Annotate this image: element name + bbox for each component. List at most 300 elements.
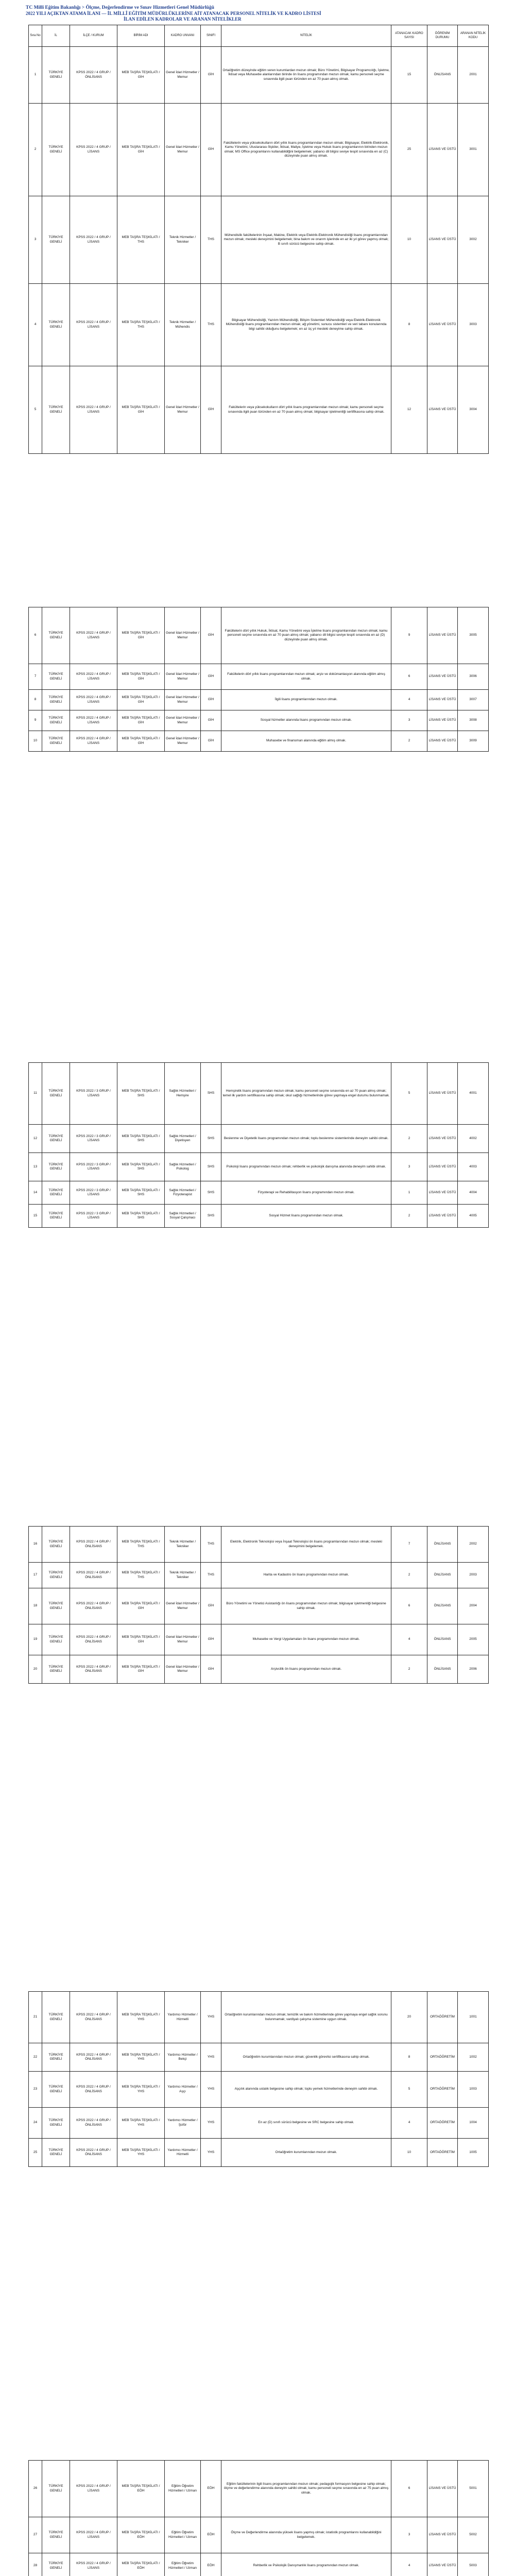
cell-sinif: SHS	[201, 1205, 221, 1228]
cell-birim: MEB TAŞRA TEŞKİLATI / THS	[117, 196, 165, 284]
cell-ogrenim: LİSANS VE ÜSTÜ	[427, 1153, 458, 1181]
cell-birim: MEB TAŞRA TEŞKİLATI / THS	[117, 1563, 165, 1588]
table-row	[29, 1655, 489, 1684]
cell-ilce: KPSS 2022 / 4 GRUP / ÖNLİSANS	[70, 2043, 117, 2072]
cell-no: 24	[29, 2108, 42, 2139]
cell-sinif: YHS	[201, 2043, 221, 2072]
cell-no: 18	[29, 1588, 42, 1624]
cell-ogrenim: ORTAÖĞRETİM	[427, 2072, 458, 2108]
table-row	[29, 366, 489, 454]
cell-ilce: KPSS 2022 / 4 GRUP / ÖNLİSANS	[70, 1624, 117, 1655]
listing-table	[28, 1526, 489, 1684]
cell-ogrenim: LİSANS VE ÜSTÜ	[427, 2553, 458, 2576]
cell-sinif: SHS	[201, 1181, 221, 1205]
cell-unvan: Yardımcı Hizmetler / Hizmetli	[165, 1992, 201, 2043]
cell-il: TÜRKİYE GENELİ	[42, 607, 70, 664]
table-row	[29, 284, 489, 366]
table-row	[29, 104, 489, 196]
cell-unvan: Eğitim Öğretim Hizmetleri / Uzman	[165, 2517, 201, 2553]
cell-kadro: 2	[391, 1655, 427, 1684]
cell-nitelik: Eğitim fakültelerinin ilgili lisans programlarından mezun olmak; pedagojik formasyon belgesine sahip olmak; ölçme ve değerlendirme alanında deneyim sahibi olmak; kamu personeli seçme sınavında en az 75 puan almış olmak.	[221, 2461, 391, 2517]
cell-unvan: Yardımcı Hizmetler / Şoför	[165, 2108, 201, 2139]
cell-unvan: Teknik Hizmetler / Mühendis	[165, 284, 201, 366]
cell-nitelik: Muhasebe ve finansman alanında eğitim almış olmak.	[221, 731, 391, 752]
cell-ogrenim: ÖNLİSANS	[427, 1588, 458, 1624]
cell-kadro: 20	[391, 1992, 427, 2043]
cell-birim: MEB TAŞRA TEŞKİLATI / THS	[117, 284, 165, 366]
cell-ilce: KPSS 2022 / 4 GRUP / LİSANS	[70, 284, 117, 366]
cell-sinif: THS	[201, 284, 221, 366]
cell-birim: MEB TAŞRA TEŞKİLATI / SHS	[117, 1181, 165, 1205]
cell-ilce: KPSS 2022 / 4 GRUP / LİSANS	[70, 690, 117, 710]
cell-il: TÜRKİYE GENELİ	[42, 2043, 70, 2072]
table-row	[29, 1588, 489, 1624]
cell-ogrenim: ÖNLİSANS	[427, 47, 458, 104]
cell-nitelik: Muhasebe ve Vergi Uygulamaları ön lisans programından mezun olmak.	[221, 1624, 391, 1655]
cell-kod: 2006	[458, 1655, 489, 1684]
cell-birim: MEB TAŞRA TEŞKİLATI / YHS	[117, 2139, 165, 2167]
cell-no: 28	[29, 2553, 42, 2576]
cell-birim: MEB TAŞRA TEŞKİLATI / GİH	[117, 731, 165, 752]
table-row	[29, 1527, 489, 1563]
table-row	[29, 607, 489, 664]
cell-ogrenim: LİSANS VE ÜSTÜ	[427, 1125, 458, 1153]
cell-unvan: Sağlık Hizmetleri / Hemşire	[165, 1063, 201, 1125]
cell-sinif: GİH	[201, 690, 221, 710]
cell-no: 4	[29, 284, 42, 366]
cell-ilce: KPSS 2022 / 4 GRUP / LİSANS	[70, 196, 117, 284]
cell-ogrenim: ORTAÖĞRETİM	[427, 1992, 458, 2043]
cell-kadro: 8	[391, 2043, 427, 2072]
cell-ilce: KPSS 2022 / 3 GRUP / LİSANS	[70, 1125, 117, 1153]
cell-ilce: KPSS 2022 / 4 GRUP / ÖNLİSANS	[70, 2139, 117, 2167]
cell-ogrenim: LİSANS VE ÜSTÜ	[427, 284, 458, 366]
column-header: ATANACAK KADRO SAYISI	[391, 25, 427, 47]
cell-unvan: Sağlık Hizmetleri / Diyetisyen	[165, 1125, 201, 1153]
cell-sinif: THS	[201, 1527, 221, 1563]
cell-il: TÜRKİYE GENELİ	[42, 1125, 70, 1153]
column-header: ARANAN NİTELİK KODU	[458, 25, 489, 47]
cell-sinif: EÖH	[201, 2461, 221, 2517]
cell-nitelik: Fakültelerin veya yüksekokulların dört yıllık lisans programlarından mezun olmak; kamu personeli seçme sınavında ilgili puan türünden en az 70 puan almış olmak; bilgisayar işletmenliği sertifikasına sahip olmak.	[221, 366, 391, 454]
cell-nitelik: Fakültelerin veya yüksekokulların dört yıllık lisans programlarından mezun olmak; Bilgisayar, Elektrik-Elektronik, Kamu Yönetimi, Uluslararası İlişkiler, İktisat, Maliye, İşletme veya Hukuk lisans programlarının birinden mezun olmak; MS Office programlarını kullanabildiğini belgelemek; yabancı dil bilgisi seviye tespit sınavında en az (C) düzeyinde puan almış olmak.	[221, 104, 391, 196]
cell-kod: 4005	[458, 1205, 489, 1228]
cell-birim: MEB TAŞRA TEŞKİLATI / GİH	[117, 664, 165, 690]
table-row	[29, 2108, 489, 2139]
cell-ogrenim: LİSANS VE ÜSTÜ	[427, 607, 458, 664]
cell-nitelik: Sosyal hizmetler alanında lisans programından mezun olmak.	[221, 710, 391, 731]
listing-table	[28, 25, 489, 454]
cell-unvan: Genel İdari Hizmetler / Memur	[165, 1624, 201, 1655]
cell-kadro: 3	[391, 2517, 427, 2553]
cell-kod: 3007	[458, 690, 489, 710]
cell-sinif: GİH	[201, 664, 221, 690]
cell-birim: MEB TAŞRA TEŞKİLATI / GİH	[117, 1655, 165, 1684]
cell-kadro: 2	[391, 1205, 427, 1228]
cell-il: TÜRKİYE GENELİ	[42, 690, 70, 710]
cell-nitelik: Harita ve Kadastro ön lisans programından mezun olmak.	[221, 1563, 391, 1588]
cell-kod: 2004	[458, 1588, 489, 1624]
cell-no: 2	[29, 104, 42, 196]
cell-nitelik: Ortaöğretim kurumlarından mezun olmak.	[221, 2139, 391, 2167]
cell-unvan: Yardımcı Hizmetler / Hizmetli	[165, 2139, 201, 2167]
cell-no: 3	[29, 196, 42, 284]
cell-no: 17	[29, 1563, 42, 1588]
cell-kadro: 2	[391, 1125, 427, 1153]
cell-il: TÜRKİYE GENELİ	[42, 1153, 70, 1181]
cell-unvan: Genel İdari Hizmetler / Memur	[165, 690, 201, 710]
table-header-row	[29, 25, 489, 47]
cell-birim: MEB TAŞRA TEŞKİLATI / GİH	[117, 1588, 165, 1624]
cell-kod: 2003	[458, 1563, 489, 1588]
cell-il: TÜRKİYE GENELİ	[42, 2517, 70, 2553]
cell-ogrenim: LİSANS VE ÜSTÜ	[427, 690, 458, 710]
cell-unvan: Genel İdari Hizmetler / Memur	[165, 1655, 201, 1684]
table-row	[29, 2043, 489, 2072]
cell-kod: 4002	[458, 1125, 489, 1153]
cell-ogrenim: LİSANS VE ÜSTÜ	[427, 2517, 458, 2553]
cell-sinif: GİH	[201, 104, 221, 196]
cell-no: 9	[29, 710, 42, 731]
cell-unvan: Genel İdari Hizmetler / Memur	[165, 366, 201, 454]
cell-unvan: Sağlık Hizmetleri / Psikolog	[165, 1153, 201, 1181]
cell-sinif: GİH	[201, 731, 221, 752]
cell-ogrenim: ORTAÖĞRETİM	[427, 2108, 458, 2139]
cell-kadro: 7	[391, 1527, 427, 1563]
cell-ilce: KPSS 2022 / 4 GRUP / ÖNLİSANS	[70, 2072, 117, 2108]
cell-no: 13	[29, 1153, 42, 1181]
table-row	[29, 2139, 489, 2167]
cell-no: 7	[29, 664, 42, 690]
cell-il: TÜRKİYE GENELİ	[42, 1527, 70, 1563]
cell-kadro: 5	[391, 2072, 427, 2108]
cell-kod: 2002	[458, 1527, 489, 1563]
cell-sinif: GİH	[201, 47, 221, 104]
cell-ilce: KPSS 2022 / 4 GRUP / LİSANS	[70, 104, 117, 196]
cell-sinif: GİH	[201, 366, 221, 454]
cell-kadro: 12	[391, 366, 427, 454]
cell-ogrenim: LİSANS VE ÜSTÜ	[427, 1063, 458, 1125]
column-header: BİRİM ADI	[117, 25, 165, 47]
cell-no: 11	[29, 1063, 42, 1125]
cell-no: 8	[29, 690, 42, 710]
cell-kod: 5003	[458, 2553, 489, 2576]
cell-kadro: 5	[391, 1063, 427, 1125]
cell-nitelik: Elektrik, Elektronik Teknolojisi veya İnşaat Teknolojisi ön lisans programlarından mezun olmak; mesleki deneyimini belgelemek.	[221, 1527, 391, 1563]
cell-no: 22	[29, 2043, 42, 2072]
cell-sinif: EÖH	[201, 2553, 221, 2576]
table-row	[29, 690, 489, 710]
cell-nitelik: Mühendislik fakültelerinin İnşaat, Makine, Elektrik veya Elektrik-Elektronik Mühendisliği lisans programlarından mezun olmak; mesleki deneyimini belgelemek; bina bakım ve onarım işlerinde en az iki yıl görev yapmış olmak; B sınıfı sürücü belgesine sahip olmak.	[221, 196, 391, 284]
cell-kod: 3006	[458, 664, 489, 690]
cell-nitelik: Fakültelerin dört yıllık Hukuk, İktisat, Kamu Yönetimi veya İşletme lisans programlarından mezun olmak; kamu personeli seçme sınavında en az 70 puan almış olmak; yabancı dil bilgisi seviye tespit sınavında en az (D) düzeyinde puan almış olmak.	[221, 607, 391, 664]
cell-kod: 5002	[458, 2517, 489, 2553]
cell-ogrenim: LİSANS VE ÜSTÜ	[427, 196, 458, 284]
cell-birim: MEB TAŞRA TEŞKİLATI / GİH	[117, 47, 165, 104]
cell-kadro: 3	[391, 710, 427, 731]
cell-kadro: 1	[391, 1181, 427, 1205]
cell-birim: MEB TAŞRA TEŞKİLATI / YHS	[117, 2072, 165, 2108]
cell-ogrenim: LİSANS VE ÜSTÜ	[427, 1181, 458, 1205]
table-row	[29, 1992, 489, 2043]
cell-kadro: 8	[391, 284, 427, 366]
cell-ilce: KPSS 2022 / 4 GRUP / ÖNLİSANS	[70, 1588, 117, 1624]
cell-birim: MEB TAŞRA TEŞKİLATI / SHS	[117, 1205, 165, 1228]
cell-unvan: Genel İdari Hizmetler / Memur	[165, 104, 201, 196]
header-line-1: TC Millî Eğitim Bakanlığı > Ölçme, Değerlendirme ve Sınav Hizmetleri Genel Müdürlüğü	[26, 5, 214, 10]
cell-kod: 2001	[458, 47, 489, 104]
cell-il: TÜRKİYE GENELİ	[42, 2139, 70, 2167]
cell-kadro: 9	[391, 607, 427, 664]
cell-il: TÜRKİYE GENELİ	[42, 284, 70, 366]
cell-birim: MEB TAŞRA TEŞKİLATI / GİH	[117, 366, 165, 454]
cell-unvan: Genel İdari Hizmetler / Memur	[165, 607, 201, 664]
cell-ogrenim: ÖNLİSANS	[427, 1655, 458, 1684]
cell-birim: MEB TAŞRA TEŞKİLATI / SHS	[117, 1063, 165, 1125]
cell-nitelik: Ortaöğretim kurumlarından mezun olmak; temizlik ve bakım hizmetlerinde görev yapmaya engel sağlık sorunu bulunmamak; vardiyalı çalışma sistemine uygun olmak.	[221, 1992, 391, 2043]
cell-il: TÜRKİYE GENELİ	[42, 710, 70, 731]
cell-kadro: 2	[391, 731, 427, 752]
cell-ogrenim: LİSANS VE ÜSTÜ	[427, 1205, 458, 1228]
cell-nitelik: Sosyal Hizmet lisans programından mezun olmak.	[221, 1205, 391, 1228]
cell-sinif: GİH	[201, 1588, 221, 1624]
cell-ogrenim: ORTAÖĞRETİM	[427, 2139, 458, 2167]
cell-unvan: Teknik Hizmetler / Tekniker	[165, 1563, 201, 1588]
cell-no: 21	[29, 1992, 42, 2043]
cell-ilce: KPSS 2022 / 4 GRUP / ÖNLİSANS	[70, 1563, 117, 1588]
cell-ilce: KPSS 2022 / 4 GRUP / LİSANS	[70, 664, 117, 690]
column-header: SINIFI	[201, 25, 221, 47]
cell-kod: 1003	[458, 2072, 489, 2108]
cell-ogrenim: LİSANS VE ÜSTÜ	[427, 2461, 458, 2517]
cell-sinif: SHS	[201, 1125, 221, 1153]
cell-kod: 4003	[458, 1153, 489, 1181]
cell-nitelik: Beslenme ve Diyetetik lisans programından mezun olmak; toplu beslenme sistemlerinde deneyim sahibi olmak.	[221, 1125, 391, 1153]
cell-il: TÜRKİYE GENELİ	[42, 104, 70, 196]
cell-kadro: 4	[391, 1624, 427, 1655]
cell-ilce: KPSS 2022 / 4 GRUP / LİSANS	[70, 731, 117, 752]
cell-unvan: Teknik Hizmetler / Tekniker	[165, 196, 201, 284]
cell-kadro: 4	[391, 690, 427, 710]
cell-birim: MEB TAŞRA TEŞKİLATI / EÖH	[117, 2553, 165, 2576]
cell-ilce: KPSS 2022 / 4 GRUP / LİSANS	[70, 710, 117, 731]
cell-no: 1	[29, 47, 42, 104]
cell-ilce: KPSS 2022 / 4 GRUP / LİSANS	[70, 2461, 117, 2517]
cell-nitelik: Hemşirelik lisans programından mezun olmak; kamu personeli seçme sınavında en az 70 puan almış olmak; temel ilk yardım sertifikasına sahip olmak; okul sağlığı hizmetlerinde görev yapmaya engel durumu bulunmamak.	[221, 1063, 391, 1125]
cell-ogrenim: LİSANS VE ÜSTÜ	[427, 664, 458, 690]
cell-sinif: THS	[201, 1563, 221, 1588]
cell-ilce: KPSS 2022 / 4 GRUP / LİSANS	[70, 2517, 117, 2553]
cell-il: TÜRKİYE GENELİ	[42, 47, 70, 104]
cell-kadro: 2	[391, 1563, 427, 1588]
cell-kadro: 10	[391, 2139, 427, 2167]
cell-nitelik: İlgili lisans programlarından mezun olmak.	[221, 690, 391, 710]
cell-birim: MEB TAŞRA TEŞKİLATI / GİH	[117, 710, 165, 731]
cell-ogrenim: ÖNLİSANS	[427, 1563, 458, 1588]
cell-ilce: KPSS 2022 / 3 GRUP / LİSANS	[70, 1063, 117, 1125]
cell-kod: 3001	[458, 104, 489, 196]
cell-il: TÜRKİYE GENELİ	[42, 196, 70, 284]
cell-ilce: KPSS 2022 / 4 GRUP / LİSANS	[70, 2553, 117, 2576]
cell-nitelik: Fakültelerin dört yıllık lisans programlarından mezun olmak; arşiv ve dokümantasyon alanında eğitim almış olmak.	[221, 664, 391, 690]
cell-ogrenim: LİSANS VE ÜSTÜ	[427, 104, 458, 196]
cell-kadro: 10	[391, 196, 427, 284]
cell-kod: 2005	[458, 1624, 489, 1655]
document-header	[26, 5, 489, 22]
cell-ilce: KPSS 2022 / 3 GRUP / LİSANS	[70, 1181, 117, 1205]
listing-table	[28, 1991, 489, 2167]
cell-il: TÜRKİYE GENELİ	[42, 366, 70, 454]
cell-il: TÜRKİYE GENELİ	[42, 1655, 70, 1684]
cell-il: TÜRKİYE GENELİ	[42, 1063, 70, 1125]
table-row	[29, 731, 489, 752]
table-row	[29, 1153, 489, 1181]
cell-ilce: KPSS 2022 / 3 GRUP / LİSANS	[70, 1205, 117, 1228]
cell-sinif: GİH	[201, 1655, 221, 1684]
cell-ilce: KPSS 2022 / 4 GRUP / LİSANS	[70, 607, 117, 664]
cell-no: 10	[29, 731, 42, 752]
cell-sinif: THS	[201, 196, 221, 284]
cell-nitelik: Psikoloji lisans programından mezun olmak; rehberlik ve psikolojik danışma alanında deneyim sahibi olmak.	[221, 1153, 391, 1181]
cell-il: TÜRKİYE GENELİ	[42, 1205, 70, 1228]
cell-il: TÜRKİYE GENELİ	[42, 2108, 70, 2139]
cell-kod: 3004	[458, 366, 489, 454]
cell-unvan: Sağlık Hizmetleri / Fizyoterapist	[165, 1181, 201, 1205]
cell-kod: 1005	[458, 2139, 489, 2167]
table-row	[29, 1181, 489, 1205]
cell-birim: MEB TAŞRA TEŞKİLATI / SHS	[117, 1153, 165, 1181]
cell-birim: MEB TAŞRA TEŞKİLATI / GİH	[117, 1624, 165, 1655]
cell-nitelik: Ortaöğretim düzeyinde eğitim veren kurumlardan mezun olmak; Büro Yönetimi, Bilgisayar Programcılığı, İşletme, İktisat veya Muhasebe alanlarından birinde ön lisans programından mezun olmak; kamu personeli seçme sınavında ilgili puan türünden en az 70 puan almış olmak.	[221, 47, 391, 104]
cell-ilce: KPSS 2022 / 4 GRUP / LİSANS	[70, 366, 117, 454]
table-row	[29, 2553, 489, 2576]
cell-kod: 3003	[458, 284, 489, 366]
cell-kadro: 6	[391, 1588, 427, 1624]
table-row	[29, 2517, 489, 2553]
cell-sinif: SHS	[201, 1153, 221, 1181]
cell-unvan: Eğitim Öğretim Hizmetleri / Uzman	[165, 2553, 201, 2576]
cell-sinif: GİH	[201, 1624, 221, 1655]
cell-nitelik: Rehberlik ve Psikolojik Danışmanlık lisans programından mezun olmak.	[221, 2553, 391, 2576]
header-line-3: İLAN EDİLEN KADROLAR VE ARANAN NİTELİKLER	[124, 16, 242, 22]
cell-nitelik: Arşivcilik ön lisans programından mezun olmak.	[221, 1655, 391, 1684]
cell-ilce: KPSS 2022 / 4 GRUP / ÖNLİSANS	[70, 2108, 117, 2139]
cell-birim: MEB TAŞRA TEŞKİLATI / EÖH	[117, 2517, 165, 2553]
table-row	[29, 2072, 489, 2108]
cell-il: TÜRKİYE GENELİ	[42, 664, 70, 690]
cell-unvan: Yardımcı Hizmetler / Aşçı	[165, 2072, 201, 2108]
cell-nitelik: En az (D) sınıfı sürücü belgesine ve SRC belgesine sahip olmak.	[221, 2108, 391, 2139]
column-header: Sıra No	[29, 25, 42, 47]
cell-ilce: KPSS 2022 / 3 GRUP / LİSANS	[70, 1153, 117, 1181]
cell-sinif: SHS	[201, 1063, 221, 1125]
cell-no: 15	[29, 1205, 42, 1228]
cell-ogrenim: LİSANS VE ÜSTÜ	[427, 731, 458, 752]
column-header: İLÇE / KURUM	[70, 25, 117, 47]
cell-no: 12	[29, 1125, 42, 1153]
cell-unvan: Teknik Hizmetler / Tekniker	[165, 1527, 201, 1563]
cell-il: TÜRKİYE GENELİ	[42, 2553, 70, 2576]
cell-no: 6	[29, 607, 42, 664]
cell-unvan: Eğitim Öğretim Hizmetleri / Uzman	[165, 2461, 201, 2517]
cell-birim: MEB TAŞRA TEŞKİLATI / GİH	[117, 690, 165, 710]
cell-kadro: 25	[391, 104, 427, 196]
cell-il: TÜRKİYE GENELİ	[42, 731, 70, 752]
cell-sinif: YHS	[201, 1992, 221, 2043]
table-row	[29, 47, 489, 104]
cell-no: 14	[29, 1181, 42, 1205]
cell-birim: MEB TAŞRA TEŞKİLATI / YHS	[117, 1992, 165, 2043]
cell-birim: MEB TAŞRA TEŞKİLATI / EÖH	[117, 2461, 165, 2517]
header-line-2: 2022 YILI AÇIKTAN ATAMA İLANI — İL MİLLÎ EĞİTİM MÜDÜRLÜKLERİNE AİT ATANACAK PERSONEL NİTELİK VE KADRO LİSTESİ	[26, 11, 321, 16]
column-header: KADRO UNVANI	[165, 25, 201, 47]
cell-no: 19	[29, 1624, 42, 1655]
cell-nitelik: Aşçılık alanında ustalık belgesine sahip olmak; toplu yemek hizmetlerinde deneyim sahibi olmak.	[221, 2072, 391, 2108]
cell-nitelik: Bilgisayar Mühendisliği, Yazılım Mühendisliği, Bilişim Sistemleri Mühendisliği veya Elektrik-Elektronik Mühendisliği lisans programlarından mezun olmak; ağ yönetimi, sunucu sistemleri ve veri tabanı konularında bilgi sahibi olduğunu belgelemek; en az üç yıl mesleki deneyime sahip olmak.	[221, 284, 391, 366]
cell-nitelik: Fizyoterapi ve Rehabilitasyon lisans programından mezun olmak.	[221, 1181, 391, 1205]
cell-ilce: KPSS 2022 / 4 GRUP / ÖNLİSANS	[70, 1992, 117, 2043]
cell-ogrenim: ÖNLİSANS	[427, 1624, 458, 1655]
cell-birim: MEB TAŞRA TEŞKİLATI / GİH	[117, 607, 165, 664]
cell-il: TÜRKİYE GENELİ	[42, 2461, 70, 2517]
cell-no: 20	[29, 1655, 42, 1684]
table-row	[29, 1125, 489, 1153]
cell-birim: MEB TAŞRA TEŞKİLATI / THS	[117, 1527, 165, 1563]
column-header: İL	[42, 25, 70, 47]
cell-no: 26	[29, 2461, 42, 2517]
cell-ilce: KPSS 2022 / 4 GRUP / ÖNLİSANS	[70, 1655, 117, 1684]
cell-sinif: EÖH	[201, 2517, 221, 2553]
cell-nitelik: Ortaöğretim kurumlarından mezun olmak; güvenlik görevlisi sertifikasına sahip olmak.	[221, 2043, 391, 2072]
cell-ogrenim: ÖNLİSANS	[427, 1527, 458, 1563]
table-row	[29, 1563, 489, 1588]
cell-kod: 3005	[458, 607, 489, 664]
cell-il: TÜRKİYE GENELİ	[42, 1588, 70, 1624]
cell-unvan: Genel İdari Hizmetler / Memur	[165, 664, 201, 690]
cell-nitelik: Büro Yönetimi ve Yönetici Asistanlığı ön lisans programından mezun olmak; bilgisayar işletmenliği belgesine sahip olmak.	[221, 1588, 391, 1624]
cell-kod: 1004	[458, 2108, 489, 2139]
cell-birim: MEB TAŞRA TEŞKİLATI / YHS	[117, 2043, 165, 2072]
cell-kod: 5001	[458, 2461, 489, 2517]
table-row	[29, 196, 489, 284]
table-row	[29, 1063, 489, 1125]
cell-ogrenim: LİSANS VE ÜSTÜ	[427, 366, 458, 454]
cell-sinif: GİH	[201, 607, 221, 664]
listing-table	[28, 2460, 489, 2576]
cell-unvan: Genel İdari Hizmetler / Memur	[165, 710, 201, 731]
cell-il: TÜRKİYE GENELİ	[42, 1992, 70, 2043]
cell-il: TÜRKİYE GENELİ	[42, 1181, 70, 1205]
cell-ilce: KPSS 2022 / 4 GRUP / ÖNLİSANS	[70, 1527, 117, 1563]
cell-kod: 4004	[458, 1181, 489, 1205]
cell-kadro: 6	[391, 2461, 427, 2517]
cell-birim: MEB TAŞRA TEŞKİLATI / YHS	[117, 2108, 165, 2139]
cell-ilce: KPSS 2022 / 4 GRUP / ÖNLİSANS	[70, 47, 117, 104]
cell-kod: 3008	[458, 710, 489, 731]
cell-kod: 3009	[458, 731, 489, 752]
cell-kadro: 4	[391, 2108, 427, 2139]
cell-unvan: Yardımcı Hizmetler / Bekçi	[165, 2043, 201, 2072]
cell-il: TÜRKİYE GENELİ	[42, 2072, 70, 2108]
cell-no: 16	[29, 1527, 42, 1563]
cell-no: 5	[29, 366, 42, 454]
table-row	[29, 1624, 489, 1655]
column-header: NİTELİK	[221, 25, 391, 47]
cell-ogrenim: ORTAÖĞRETİM	[427, 2043, 458, 2072]
cell-no: 23	[29, 2072, 42, 2108]
cell-kod: 1002	[458, 2043, 489, 2072]
cell-unvan: Genel İdari Hizmetler / Memur	[165, 731, 201, 752]
